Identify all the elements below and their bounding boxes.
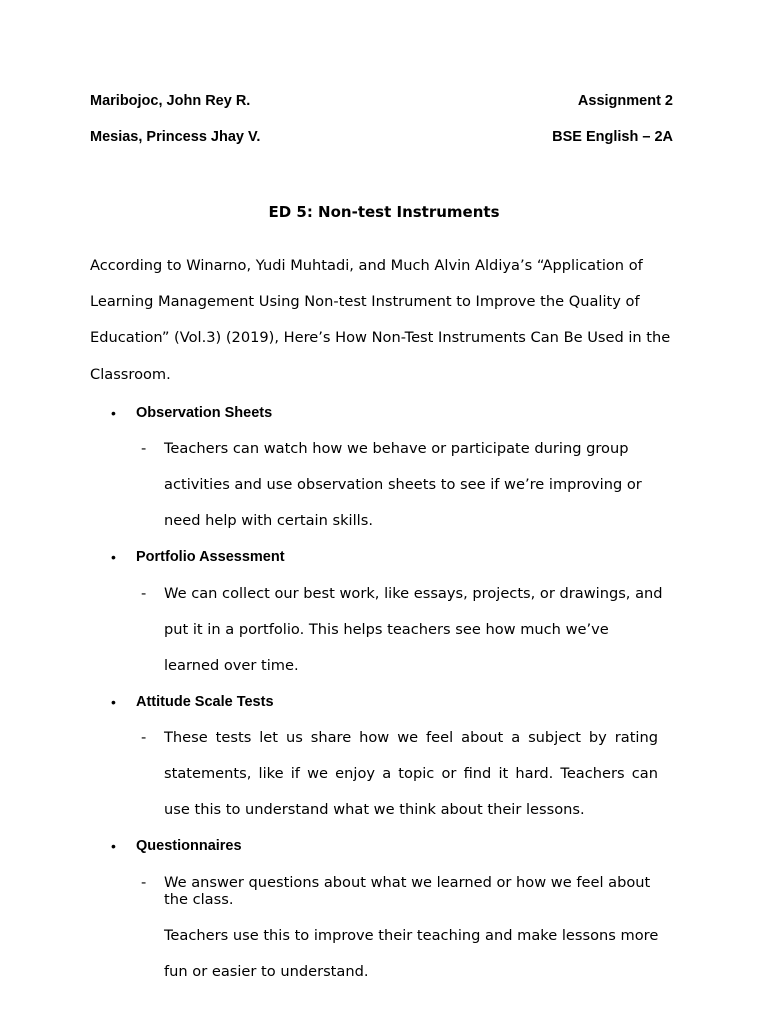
item-label: Observation Sheets: [136, 405, 273, 421]
item-extra-description: Teachers use this to improve their teaching and make lessons more fun or easier to understand.: [164, 927, 659, 981]
assignment-label: Assignment 2: [577, 93, 673, 109]
bullet-icon: •: [111, 694, 116, 710]
course-label: BSE English – 2A: [552, 129, 673, 145]
bullet-icon: •: [111, 549, 116, 565]
dash-marker: -: [141, 729, 147, 746]
item-label: Questionnaires: [136, 838, 242, 854]
author-name-1: Maribojoc, John Rey R.: [90, 93, 251, 109]
dash-marker: -: [141, 440, 147, 457]
item-label: Attitude Scale Tests: [136, 694, 274, 710]
bullet-icon: •: [111, 838, 116, 854]
item-description: These tests let us share how we feel about a subject by rating statements, like if we enjoy a topic or find it hard. Teachers can use this to understand what we think about their lessons.: [164, 729, 658, 819]
item-label: Portfolio Assessment: [136, 549, 285, 565]
bullet-icon: •: [111, 405, 116, 421]
document-title: ED 5: Non-test Instruments: [268, 203, 500, 221]
intro-paragraph: According to Winarno, Yudi Muhtadi, and Much Alvin Aldiya’s “Application of Learning Management Using Non-test Instrument to Improve the Quality of Education” (Vol.3) (2019), Here’s How Non-Test Instruments Can Be Used in the Classroom.: [90, 257, 671, 383]
dash-marker: -: [141, 874, 147, 891]
dash-marker: -: [141, 585, 147, 602]
author-name-2: Mesias, Princess Jhay V.: [90, 129, 261, 145]
item-description: We can collect our best work, like essays, projects, or drawings, and put it in a portfolio. This helps teachers see how much we’ve learned over time.: [164, 585, 663, 675]
item-description: We answer questions about what we learned or how we feel about the class.: [164, 874, 651, 908]
item-description: Teachers can watch how we behave or participate during group activities and use observation sheets to see if we’re improving or need help with certain skills.: [164, 440, 642, 530]
